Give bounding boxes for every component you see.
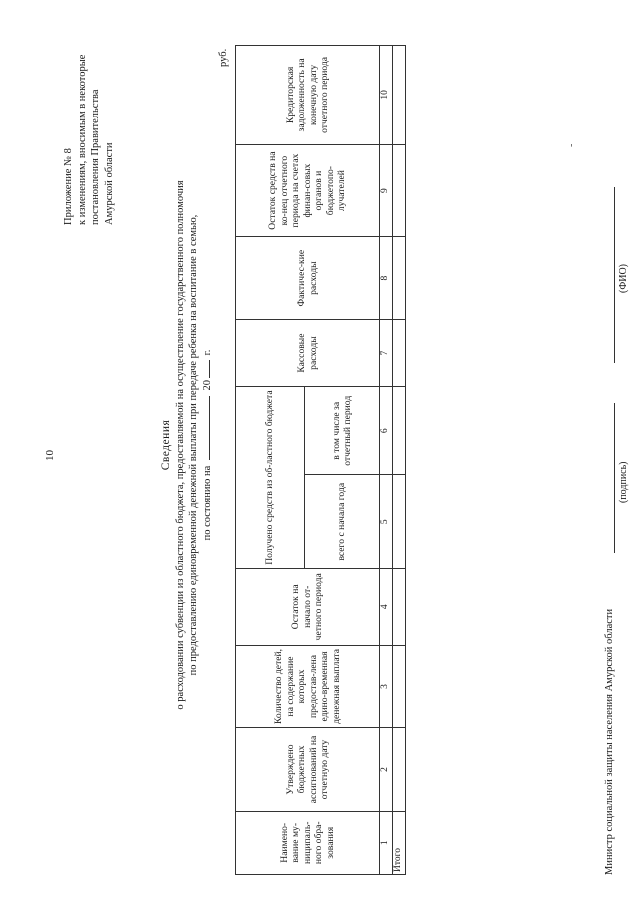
column-number: 9 — [380, 144, 393, 237]
appendix-line-2: к изменениям, вносимым в некоторые — [76, 54, 88, 225]
total-label: Итого — [392, 811, 405, 874]
title-line-1: о расходовании субвенции из областного бюджета, предоставляемой на осуществление государственного полномочия — [174, 180, 186, 710]
date-suffix: г. — [201, 349, 213, 356]
total-cell — [392, 46, 405, 145]
header-received-total: всего с начала года — [305, 475, 380, 569]
total-cell — [392, 569, 405, 646]
column-number: 6 — [380, 387, 393, 475]
total-cell — [392, 645, 405, 728]
total-cell — [392, 475, 405, 569]
column-number: 8 — [380, 237, 393, 320]
total-cell — [392, 387, 405, 475]
column-number: 10 — [380, 46, 393, 145]
page-number: 10 — [44, 450, 56, 461]
header-actual-expenses: Фактичес-кие расходы — [236, 237, 380, 320]
total-cell — [392, 237, 405, 320]
stray-mark: - — [566, 143, 577, 147]
currency-unit: руб. — [218, 48, 229, 67]
column-number: 2 — [380, 728, 393, 811]
header-cash-expenses: Кассовые расходы — [236, 320, 380, 387]
header-received-period: в том числе за отчетный период — [305, 387, 380, 475]
document-title — [160, 95, 214, 795]
column-number: 3 — [380, 645, 393, 728]
date-year-blank — [209, 360, 210, 378]
fio-label: (ФИО) — [618, 263, 629, 293]
column-number: 5 — [380, 475, 393, 569]
date-day-month-blank — [209, 396, 210, 460]
fio-line — [614, 187, 615, 363]
signature-line — [614, 403, 615, 553]
header-closing-balance: Остаток средств на ко-нец отчетного периода на счетах финан-совых органов и бюджетопо-лучателей — [236, 144, 380, 237]
header-municipality: Наимено-вание му-ниципаль-ного обра-зования — [236, 811, 380, 874]
title-date-line — [201, 95, 215, 795]
header-received-funds: Получено средств из об-ластного бюджета — [236, 387, 305, 569]
signature-label: (подпись) — [618, 461, 629, 503]
header-children-count: Количество детей, на содержание которых предостав-лена едино-временная денежная выплата — [236, 645, 380, 728]
appendix-line-3: постановления Правительства — [90, 89, 101, 225]
report-table — [235, 45, 406, 875]
appendix-note — [62, 25, 116, 225]
total-cell — [392, 728, 405, 811]
column-number: 1 — [380, 811, 393, 874]
appendix-line-4: Амурской области — [103, 142, 115, 225]
column-number: 4 — [380, 569, 393, 646]
header-accounts-payable: Кредиторская задолженность на конечную дату отчетного периода — [236, 46, 380, 145]
date-year: 20 — [201, 379, 213, 391]
appendix-line-1: Приложение № 8 — [63, 148, 74, 225]
column-number: 7 — [380, 320, 393, 387]
total-cell — [392, 320, 405, 387]
signer-title: Министр социальной защиты населения Амурской области — [604, 608, 615, 875]
header-opening-balance: Остаток на начало от-четного периода — [236, 569, 380, 646]
total-row — [392, 46, 405, 875]
date-prefix: по состоянию на — [201, 465, 213, 541]
title-line-2: по предоставлению единовременной денежной выплаты при передаче ребенка на воспитание в семью, — [188, 214, 199, 676]
header-approved-allocations: Утверждено бюджетных ассигнований на отчетную дату — [236, 728, 380, 811]
column-numbers-row — [380, 46, 393, 875]
total-cell — [392, 144, 405, 237]
table-header-row — [236, 46, 305, 875]
title-heading: Сведения — [160, 419, 172, 471]
